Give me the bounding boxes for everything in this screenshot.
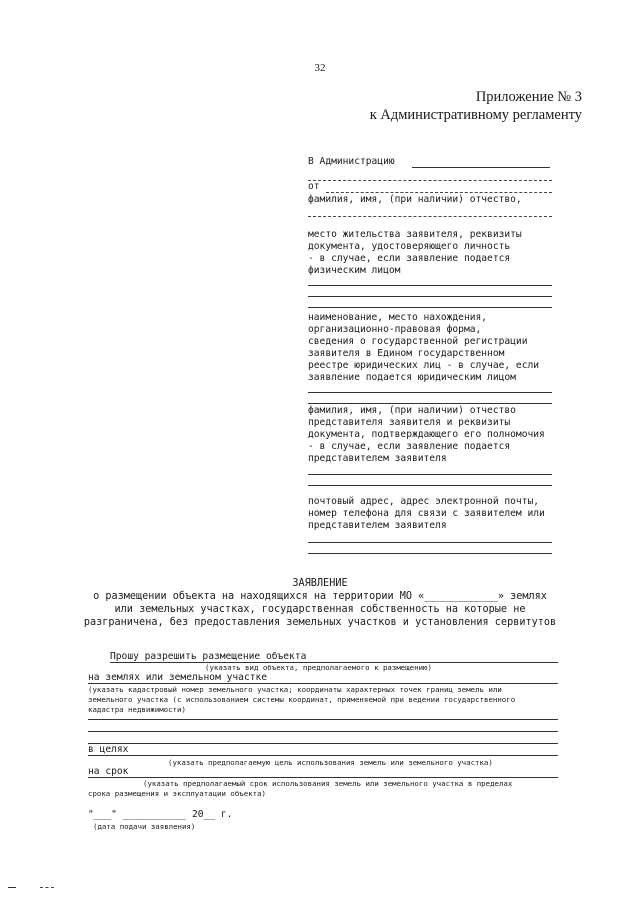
purpose-line[interactable] — [88, 755, 558, 756]
statement-heading: ЗАЯВЛЕНИЕ — [292, 578, 348, 589]
cadastral-line-3[interactable] — [88, 743, 558, 744]
representative-caption-2: представителя заявителя и реквизиты — [308, 417, 511, 428]
applicant-residence-caption-2: документа, удостоверяющего личность — [308, 241, 511, 252]
from-label: от — [308, 181, 320, 192]
to-administration-label: В Администрацию — [308, 156, 395, 167]
representative-caption-3: документа, подтверждающего его полномочия — [308, 429, 545, 440]
cadastral-line-2[interactable] — [88, 731, 558, 732]
statement-line-3: разграничена, без предоставления земельных участков и установления сервитутов — [83, 617, 557, 628]
cadastral-caption-1: (указать кадастровый номер земельного участка; координаты характерных точек границ земель или — [88, 685, 502, 694]
contact-line-3[interactable] — [308, 542, 552, 543]
purpose-label: в целях — [88, 744, 129, 755]
legal-entity-line-1[interactable] — [308, 285, 552, 286]
representative-caption-4: - в случае, если заявление подается — [308, 441, 511, 452]
legal-entity-caption-3: сведения о государственной регистрации — [308, 336, 528, 347]
statement-line-2: или земельных участках, государственная собственность на которые не — [114, 604, 526, 615]
representative-line-2[interactable] — [308, 403, 552, 404]
appendix-subtitle: к Административному регламенту — [369, 107, 582, 123]
contact-caption-3: представителем заявителя — [308, 520, 447, 531]
contact-line-1[interactable] — [308, 474, 552, 475]
legal-entity-caption-2: организационно-правовая форма, — [308, 324, 482, 335]
object-type-caption: (указать вид объекта, предполагаемого к размещению) — [205, 663, 432, 672]
applicant-name-caption: фамилия, имя, (при наличии) отчество, — [308, 194, 522, 205]
contact-caption-1: почтовый адрес, адрес электронной почты, — [308, 496, 540, 507]
date-caption: (дата подачи заявления) — [93, 822, 196, 831]
cadastral-caption-3: кадастра недвижимости) — [88, 705, 186, 714]
applicant-residence-caption-4: физическим лицом — [308, 265, 401, 276]
on-lands-label: на землях или земельном участке — [88, 672, 268, 683]
land-plot-line[interactable] — [88, 683, 558, 684]
administration-name-line[interactable] — [412, 167, 550, 168]
page-number: 32 — [314, 62, 326, 74]
legal-entity-caption-5: реестре юридических лиц - в случае, если — [308, 360, 540, 371]
legal-entity-caption-1: наименование, место нахождения, — [308, 312, 488, 323]
representative-caption-5: представителем заявителя — [308, 453, 447, 464]
scan-mark — [40, 887, 54, 888]
term-caption-2: срока размещения и эксплуатации объекта) — [88, 789, 266, 798]
scan-mark — [8, 887, 16, 888]
contact-line-2[interactable] — [308, 485, 552, 486]
term-line[interactable] — [88, 777, 558, 778]
contact-caption-2: номер телефона для связи с заявителем или — [308, 508, 545, 519]
applicant-residence-caption-1: место жительства заявителя, реквизиты — [308, 229, 522, 240]
cadastral-line-1[interactable] — [88, 719, 558, 720]
representative-caption-1: фамилия, имя, (при наличии) отчество — [308, 405, 516, 416]
request-label: Прошу разрешить размещение объекта — [110, 651, 307, 662]
applicant-name-line[interactable] — [326, 192, 552, 193]
applicant-residence-caption-3: - в случае, если заявление подается — [308, 253, 511, 264]
legal-entity-line-2[interactable] — [308, 296, 552, 297]
applicant-name-line-2[interactable] — [308, 216, 552, 217]
purpose-caption: (указать предполагаемую цель использования земель или земельного участка) — [168, 758, 493, 767]
legal-entity-caption-4: заявителя в Едином государственном — [308, 348, 505, 359]
contact-line-4[interactable] — [308, 553, 552, 554]
administration-name-line-2[interactable] — [308, 180, 552, 181]
statement-line-1: о размещении объекта на находящихся на территории МО «____________» землях — [93, 591, 547, 602]
cadastral-caption-2: земельного участка (с использованием системы координат, применяемой при ведении государственного — [88, 695, 516, 704]
date-line[interactable]: "___" ___________ 20__ г. — [88, 809, 233, 820]
term-label: на срок — [88, 766, 129, 777]
appendix-title: Приложение № 3 — [475, 89, 582, 105]
legal-entity-line-3[interactable] — [308, 307, 552, 308]
term-caption-1: (указать предполагаемый срок использования земель или земельного участка в пределах — [143, 779, 513, 788]
representative-line-1[interactable] — [308, 392, 552, 393]
legal-entity-caption-6: заявление подается юридическим лицом — [308, 372, 516, 383]
